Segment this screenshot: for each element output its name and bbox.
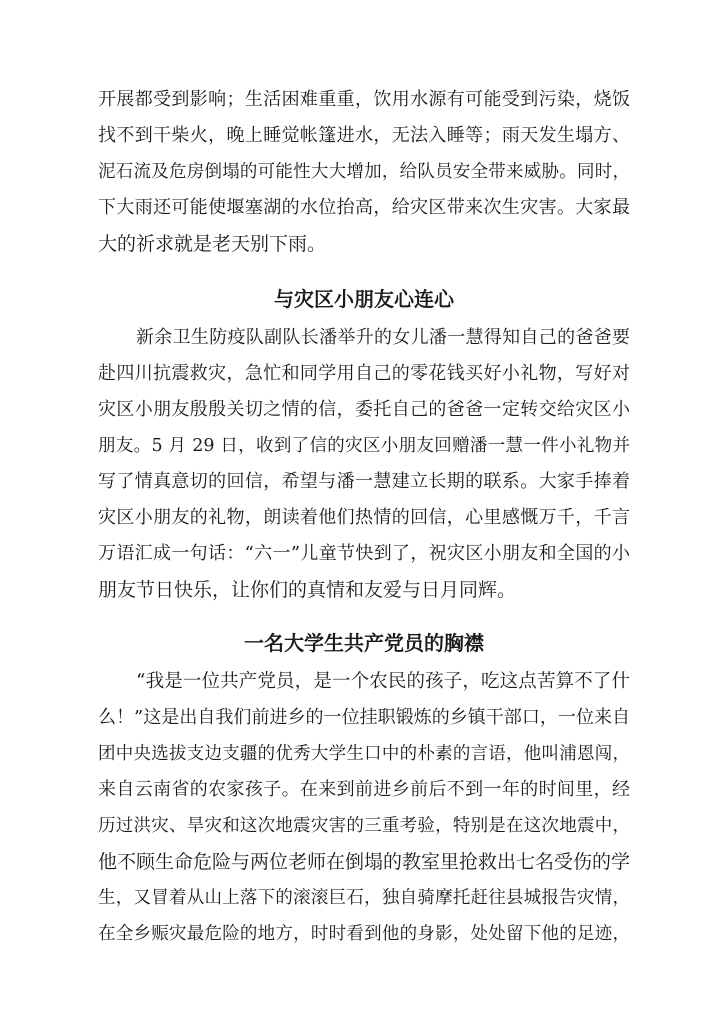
paragraph-line: 历过洪灾、旱灾和这次地震灾害的三重考验，特别是在这次地震中， xyxy=(98,816,630,836)
paragraph-line: 开展都受到影响；生活困难重重，饮用水源有可能受到污染，烧饭 xyxy=(98,89,630,110)
paragraph-line: 万语汇成一句话：“六一”儿童节快到了，祝灾区小朋友和全国的小 xyxy=(98,543,630,564)
paragraph-line: 朋友。5 月 29 日，收到了信的灾区小朋友回赠潘一慧一件小礼物并 xyxy=(98,436,630,456)
paragraph-line: 灾区小朋友的礼物，朗读着他们热情的回信，心里感慨万千，千言 xyxy=(98,507,630,528)
paragraph-line: 赴四川抗震救灾，急忙和同学用自己的零花钱买好小礼物，写好对 xyxy=(98,363,630,384)
paragraph-line: 找不到干柴火，晚上睡觉帐篷进水，无法入睡等；雨天发生塌方、 xyxy=(98,125,630,146)
paragraph-line: 来自云南省的农家孩子。在来到前进乡前后不到一年的时间里，经 xyxy=(98,779,630,800)
section-heading: 一名大学生共产党员的胸襟 xyxy=(244,631,484,655)
paragraph-line: 在全乡赈灾最危险的地方，时时看到他的身影，处处留下他的足迹， xyxy=(98,924,630,944)
paragraph-line: 么！”这是出自我们前进乡的一位挂职锻炼的乡镇干部口，一位来自 xyxy=(98,707,630,728)
paragraph-line: 生，又冒着从山上落下的滚滚巨石，独自骑摩托赶往县城报告灾情， xyxy=(98,888,630,908)
paragraph-line: 朋友节日快乐，让你们的真情和友爱与日月同辉。 xyxy=(98,579,517,601)
paragraph-line: 团中央选拔支边支疆的优秀大学生口中的朴素的言语，他叫浦恩闯， xyxy=(98,744,630,764)
section-heading: 与灾区小朋友心连心 xyxy=(274,287,454,311)
paragraph-line: 大的祈求就是老天别下雨。 xyxy=(98,233,327,255)
paragraph-line: 写了情真意切的回信，希望与潘一慧建立长期的联系。大家手捧着 xyxy=(98,471,630,492)
paragraph-line: 下大雨还可能使堰塞湖的水位抬高，给灾区带来次生灾害。大家最 xyxy=(98,197,630,218)
paragraph-line: 泥石流及危房倒塌的可能性大大增加，给队员安全带来威胁。同时， xyxy=(98,162,630,182)
paragraph-line: 新余卫生防疫队副队长潘举升的女儿潘一慧得知自己的爸爸要 xyxy=(136,327,630,348)
paragraph-line: 灾区小朋友殷殷关切之情的信，委托自己的爸爸一定转交给灾区小 xyxy=(98,399,630,420)
paragraph-line: “我是一位共产党员，是一个农民的孩子，吃这点苦算不了什 xyxy=(136,671,630,692)
paragraph-line: 他不顾生命危险与两位老师在倒塌的教室里抢救出七名受伤的学 xyxy=(98,851,630,873)
